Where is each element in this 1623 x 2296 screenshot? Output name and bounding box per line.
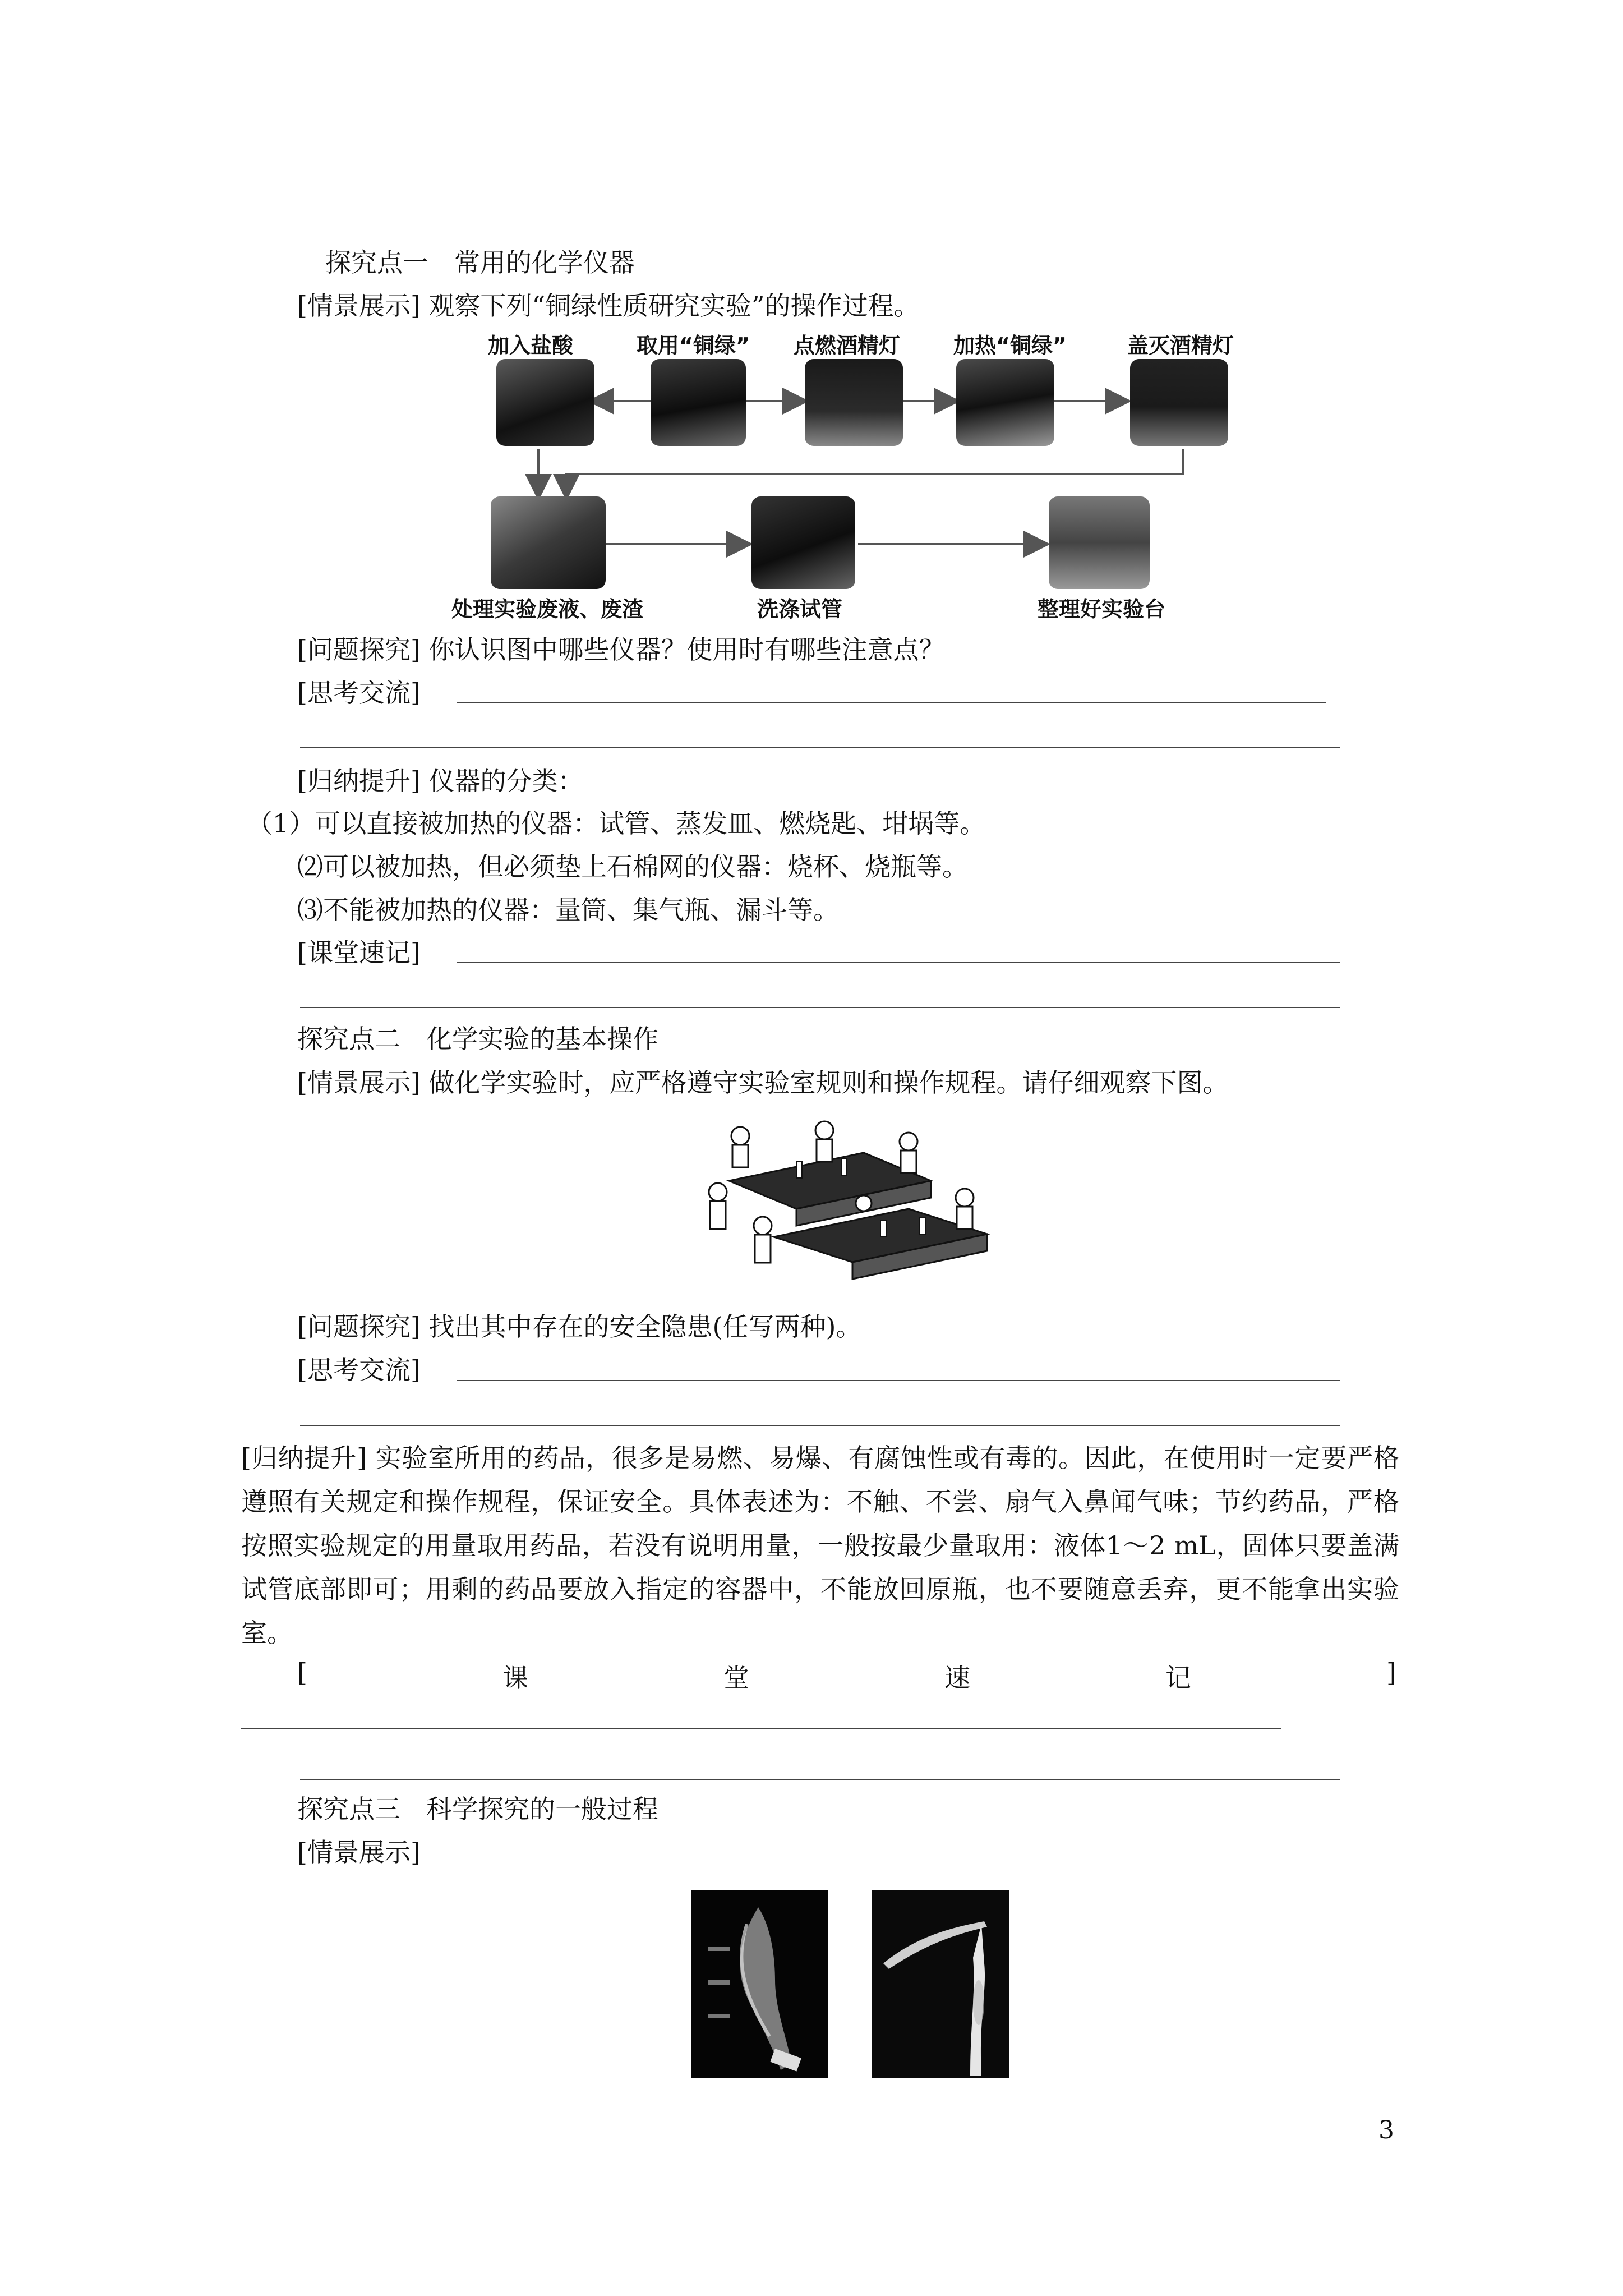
section1-notes-label: [课堂速记] [297,937,421,968]
photo-take-verdigris [651,359,746,446]
section1-summary-title: [归纳提升] 仪器的分类： [297,766,584,796]
photo-wash-test-tube [751,496,855,589]
section2-heading: 探究点二 化学实验的基本操作 [297,1024,658,1054]
flow-caption-6: 处理实验废液、废渣 [451,597,644,622]
photo-burning-flame-2 [872,1890,1009,2078]
photo-light-alcohol-lamp [805,359,903,446]
lab-safety-illustration [695,1114,1009,1282]
section3-heading: 探究点三 科学探究的一般过程 [297,1794,658,1824]
section2-scene: [情景展示] 做化学实验时，应严格遵守实验室规则和操作规程。请仔细观察下图。 [297,1068,1229,1098]
photo-add-hydrochloric-acid [496,359,594,446]
notes-char-4: 速 [944,1663,970,1693]
page-number: 3 [1378,2116,1394,2145]
flow-caption-3: 点燃酒精灯 [794,333,901,358]
section1-scene: [情景展示] 观察下列“铜绿性质研究实验”的操作过程。 [297,291,920,321]
photo-heat-verdigris [956,359,1054,446]
experiment-flow-diagram [451,328,1245,625]
section1-summary-item-2: ⑵可以被加热，但必须垫上石棉网的仪器：烧杯、烧瓶等。 [297,852,968,882]
notes-char-6: ] [1386,1658,1396,1688]
section1-notes-blank-1[interactable] [457,962,1340,963]
section1-think-label: [思考交流] [297,678,421,708]
photo-dispose-waste [491,496,606,589]
section1-question: [问题探究] 你认识图中哪些仪器？使用时有哪些注意点？ [297,634,945,665]
flow-caption-1: 加入盐酸 [488,333,574,358]
section2-notes-blank-1[interactable] [241,1728,1281,1729]
section1-summary-item-1: （1）可以直接被加热的仪器：试管、蒸发皿、燃烧匙、坩埚等。 [247,808,986,839]
section1-summary-item-3: ⑶不能被加热的仪器：量筒、集气瓶、漏斗等。 [297,895,839,925]
photo-extinguish-lamp [1130,359,1228,446]
section2-summary: [归纳提升] 实验室所用的药品，很多是易燃、易爆、有腐蚀性或有毒的。因此，在使用时一定要严格遵照有关规定和操作规程，保证安全。具体表述为：不触、不尝、扇气入鼻闻气味；节约药品，严格按照实验规定的用量取用药品，若没有说明用量，一般按最少量取用：液体1～2 mL，固体只要盖满试管底部即可；用剩的药品要放入指定的容器中，不能放回原瓶，也不要随意丢弃，更不能拿出实验室。 [241,1443,1399,1648]
section2-think-label: [思考交流] [297,1355,421,1385]
flow-caption-7: 洗涤试管 [757,597,843,622]
section1-heading: 探究点一 常用的化学仪器 [325,247,635,278]
notes-char-2: 课 [502,1663,528,1693]
section2-notes-label [297,1658,1396,1695]
section2-notes-blank-2[interactable] [300,1779,1340,1780]
section3-scene-label: [情景展示] [297,1837,421,1867]
section2-think-blank-1[interactable] [457,1380,1340,1381]
section1-think-blank-2[interactable] [300,747,1340,748]
section2-question: [问题探究] 找出其中存在的安全隐患(任写两种)。 [297,1312,862,1342]
flow-caption-8: 整理好实验台 [1038,597,1166,622]
notes-char-1: [ [297,1658,307,1688]
flow-caption-5: 盖灭酒精灯 [1127,333,1234,358]
photo-tidy-bench [1049,496,1150,589]
photo-burning-flame-1 [691,1890,828,2078]
notes-char-3: 堂 [723,1663,749,1693]
notes-char-5: 记 [1165,1663,1192,1693]
section1-notes-blank-2[interactable] [300,1007,1340,1008]
section2-think-blank-2[interactable] [300,1425,1340,1426]
flow-caption-2: 取用“铜绿” [637,333,750,358]
flow-caption-4: 加热“铜绿” [953,333,1067,358]
section1-think-blank-1[interactable] [457,702,1326,703]
